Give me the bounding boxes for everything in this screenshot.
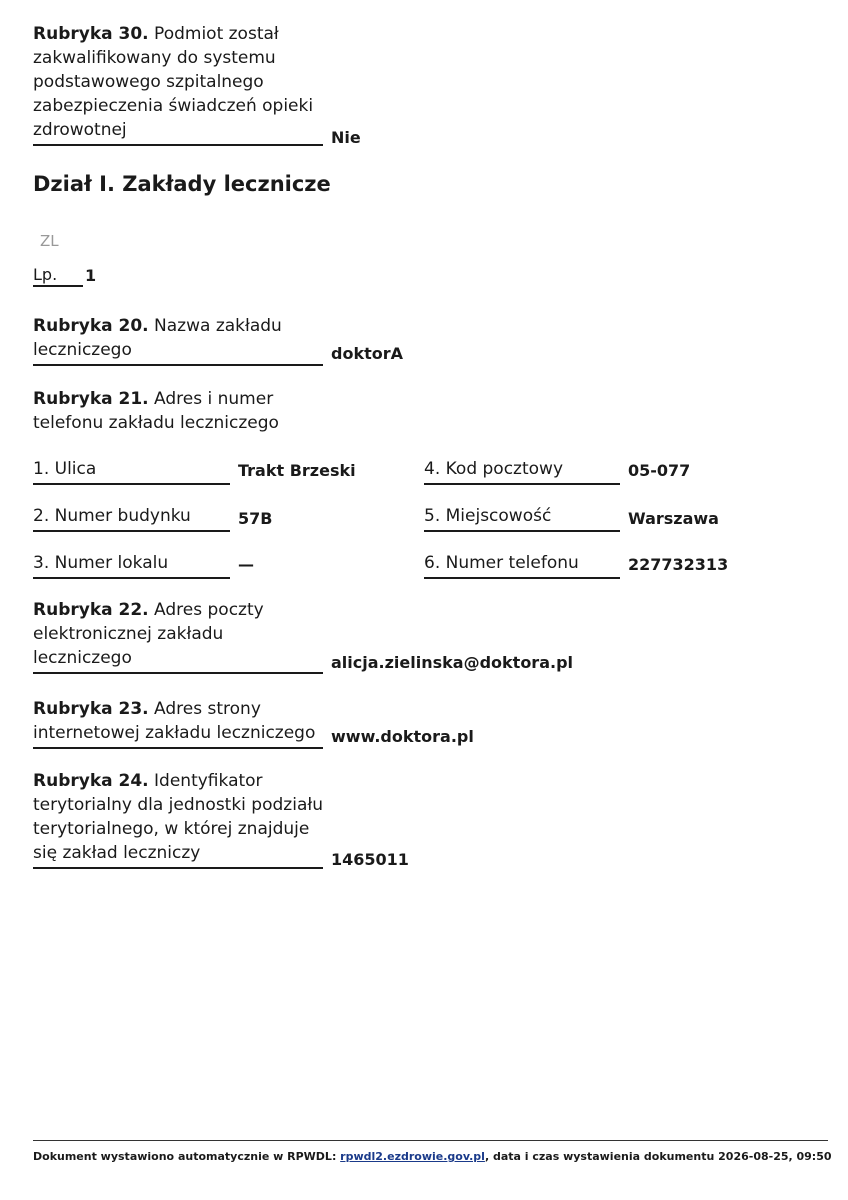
rubryka-23-text: Adres strony internetowej zakładu leczniczego: [33, 699, 316, 743]
footer-divider: [33, 1140, 828, 1141]
section-title: Dział I. Zakłady lecznicze: [33, 172, 331, 196]
field-miejscowosc-label: 5. Miejscowość: [424, 504, 620, 532]
rubryka-30-text: Podmiot został zakwalifikowany do systemu podstawowego szpitalnego zabezpieczenia świadczeń opieki zdrowotnej: [33, 24, 314, 140]
rubryka-30-label: [33, 22, 323, 146]
rubryka-24-number: Rubryka 24.: [33, 771, 149, 791]
field-ulica-label: 1. Ulica: [33, 457, 230, 485]
rubryka-24-label: [33, 769, 323, 869]
rubryka-20-text: Nazwa zakładu leczniczego: [33, 316, 282, 360]
rubryka-23-label: [33, 697, 323, 749]
field-miejscowosc-value: Warszawa: [628, 509, 719, 528]
rubryka-20-value: doktorA: [331, 344, 403, 363]
zl-marker: ZL: [40, 232, 59, 250]
rubryka-20-number: Rubryka 20.: [33, 316, 149, 336]
field-ulica-value: Trakt Brzeski: [238, 461, 356, 480]
field-numer-budynku-label: 2. Numer budynku: [33, 504, 230, 532]
rubryka-24-text: Identyfikator terytorialny dla jednostki podziału terytorialnego, w której znajduje się zakład leczniczy: [33, 771, 323, 863]
rubryka-21-number: Rubryka 21.: [33, 389, 149, 409]
rubryka-21-label: [33, 387, 323, 435]
field-numer-telefonu-label: 6. Numer telefonu: [424, 551, 620, 579]
field-kod-pocztowy-value: 05-077: [628, 461, 691, 480]
lp-label: Lp.: [33, 265, 83, 287]
footer: [33, 1150, 832, 1163]
rubryka-30-value: Nie: [331, 128, 361, 147]
field-numer-budynku-value: 57B: [238, 509, 273, 528]
field-numer-telefonu-value: 227732313: [628, 555, 729, 574]
footer-suffix: , data i czas wystawienia dokumentu 2026-08-25, 09:50: [484, 1150, 832, 1163]
rubryka-22-label: [33, 598, 323, 674]
rubryka-24-value: 1465011: [331, 850, 409, 869]
field-numer-lokalu-label: 3. Numer lokalu: [33, 551, 230, 579]
rubryka-22-value: alicja.zielinska@doktora.pl: [331, 653, 574, 672]
field-kod-pocztowy-label: 4. Kod pocztowy: [424, 457, 620, 485]
rubryka-23-value: www.doktora.pl: [331, 727, 474, 746]
footer-link[interactable]: rpwdl2.ezdrowie.gov.pl: [340, 1150, 485, 1163]
rubryka-20-label: [33, 314, 323, 366]
rubryka-30-number: Rubryka 30.: [33, 24, 149, 44]
rubryka-22-number: Rubryka 22.: [33, 600, 149, 620]
field-numer-lokalu-value: —: [238, 555, 254, 574]
rubryka-23-number: Rubryka 23.: [33, 699, 149, 719]
rubryka-21-text: Adres i numer telefonu zakładu leczniczego: [33, 389, 279, 433]
footer-prefix: Dokument wystawiono automatycznie w RPWDL:: [33, 1150, 341, 1163]
lp-value: 1: [85, 266, 97, 285]
rubryka-22-text: Adres poczty elektronicznej zakładu leczniczego: [33, 600, 264, 668]
